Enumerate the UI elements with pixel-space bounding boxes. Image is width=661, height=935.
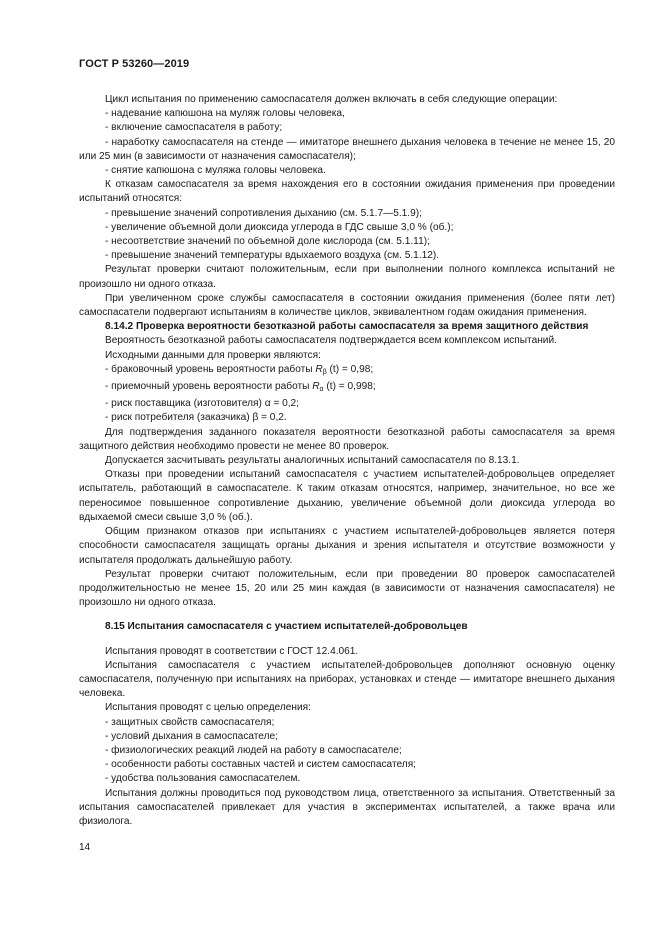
item-text: - браковочный уровень вероятности работы [105,363,316,375]
paragraph: Допускается засчитывать результаты аналогичных испытаний самоспасателя по 8.13.1. [105,455,520,467]
paragraph: Для подтверждения заданного показателя вероятности безотказной работы самоспасателя за время защитного действия необходимо провести не менее 80 проверок. [79,426,615,452]
list-item: - наработку самоспасателя на стенде — имитаторе внешнего дыхания человека в течение не менее 15, 20 или 25 мин (в зависимости от назначения самоспасателя); [79,136,615,162]
list-item: - особенности работы составных частей и систем самоспасателя; [105,759,416,771]
paragraph: Результат проверки считают положительным, если при проведении 80 проверок самоспасателей продолжительностью не менее 15, 20 или 25 мин каждая (в зависимости от назначения самоспасателя) не произошло ни одного отказа. [79,568,615,609]
list-item: - снятие капюшона с муляжа головы человека. [105,165,326,177]
page-number: 14 [79,842,91,853]
list-item: - несоответствие значений по объемной доле кислорода (см. 5.1.11); [105,236,430,248]
section-heading-8-14-2: 8.14.2 Проверка вероятности безотказной работы самоспасателя за время защитного действия [105,321,589,333]
list-item: - превышение значений температуры вдыхаемого воздуха (см. 5.1.12). [105,250,440,262]
paragraph: Испытания должны проводиться под руководством лица, ответственного за испытания. Ответственный за испытания самоспасателей привлекает для участия в экспериментах испытателей, а также врача или физиолога. [79,787,615,827]
item-text: (t) = 0,98; [326,363,374,375]
paragraph: Результат проверки считают положительным, если при выполнении полного комплекса испытаний не произошло ни одного отказа. [79,264,615,290]
formula-subscript: β [322,368,327,376]
paragraph: Цикл испытания по применению самоспасателя должен включать в себя следующие операции: [105,94,558,105]
paragraph: К отказам самоспасателя за время нахождения его в состоянии ожидания применения при проведении испытаний относятся: [79,179,615,205]
paragraph: Испытания проводят с целью определения: [105,702,311,714]
paragraph: Вероятность безотказной работы самоспасателя подтверждается всем комплексом испытаний. [105,335,557,347]
list-item [79,380,615,397]
paragraph: Испытания самоспасателя с участием испытателей-добровольцев дополняют основную оценку самоспасателя, полученную при испытаниях на приборах, установках и стенде — имитаторе внешнего дыхания человека. [79,659,615,700]
paragraph: Отказы при проведении испытаний самоспасателя с участием испытателей-добровольцев определяет испытатель, работающий в самоспасателе. К таким отказам относятся, например, значительное, но все же переносимое повышенное сопротивление дыханию, увеличение объемной доли диоксида углерода во вдыхаемой смеси свыше 3,0 % (об.). [79,469,615,523]
list-item: - превышение значений сопротивления дыханию (см. 5.1.7—5.1.9); [105,207,422,219]
item-text: - приемочный уровень вероятности работы [105,381,313,393]
paragraph: Исходными данными для проверки являются: [105,349,321,361]
formula-variable: R [312,381,320,393]
list-item: - увеличение объемной доли диоксида углерода в ГДС свыше 3,0 % (об.); [105,221,454,233]
list-item: - включение самоспасателя в работу; [105,122,283,134]
section-heading-8-15: 8.15 Испытания самоспасателя с участием испытателей-добровольцев [105,621,468,633]
list-item: - удобства пользования самоспасателем. [105,773,301,785]
list-item: - условий дыхания в самоспасателе; [105,730,278,742]
item-text: (t) = 0,998; [323,381,376,393]
list-item: - риск поставщика (изготовителя) α = 0,2; [105,398,299,410]
formula-subscript: α [319,386,324,394]
paragraph: Общим признаком отказов при испытаниях с участием испытателей-добровольцев является потеря способности самоспасателя защищать органы дыхания и зрения испытателя и отсутствие возможности у испытателя продолжать дальнейшую работу. [79,526,615,566]
standard-header: ГОСТ Р 53260—2019 [79,58,190,70]
list-item [79,363,615,380]
formula-variable: R [315,363,323,375]
list-item: - защитных свойств самоспасателя; [105,716,275,728]
list-item: - надевание капюшона на муляж головы человека, [105,108,345,120]
body-text [79,93,615,829]
list-item: - физиологических реакций людей на работу в самоспасателе; [105,744,402,756]
paragraph: Испытания проводят в соответствии с ГОСТ 12.4.061. [105,645,359,657]
paragraph: При увеличенном сроке службы самоспасателя в состоянии ожидания применения (более пяти лет) самоспасатели подвергают испытаниям в количестве циклов, эквивалентном годам ожидания применения. [79,292,615,319]
list-item: - риск потребителя (заказчика) β = 0,2. [105,412,287,424]
